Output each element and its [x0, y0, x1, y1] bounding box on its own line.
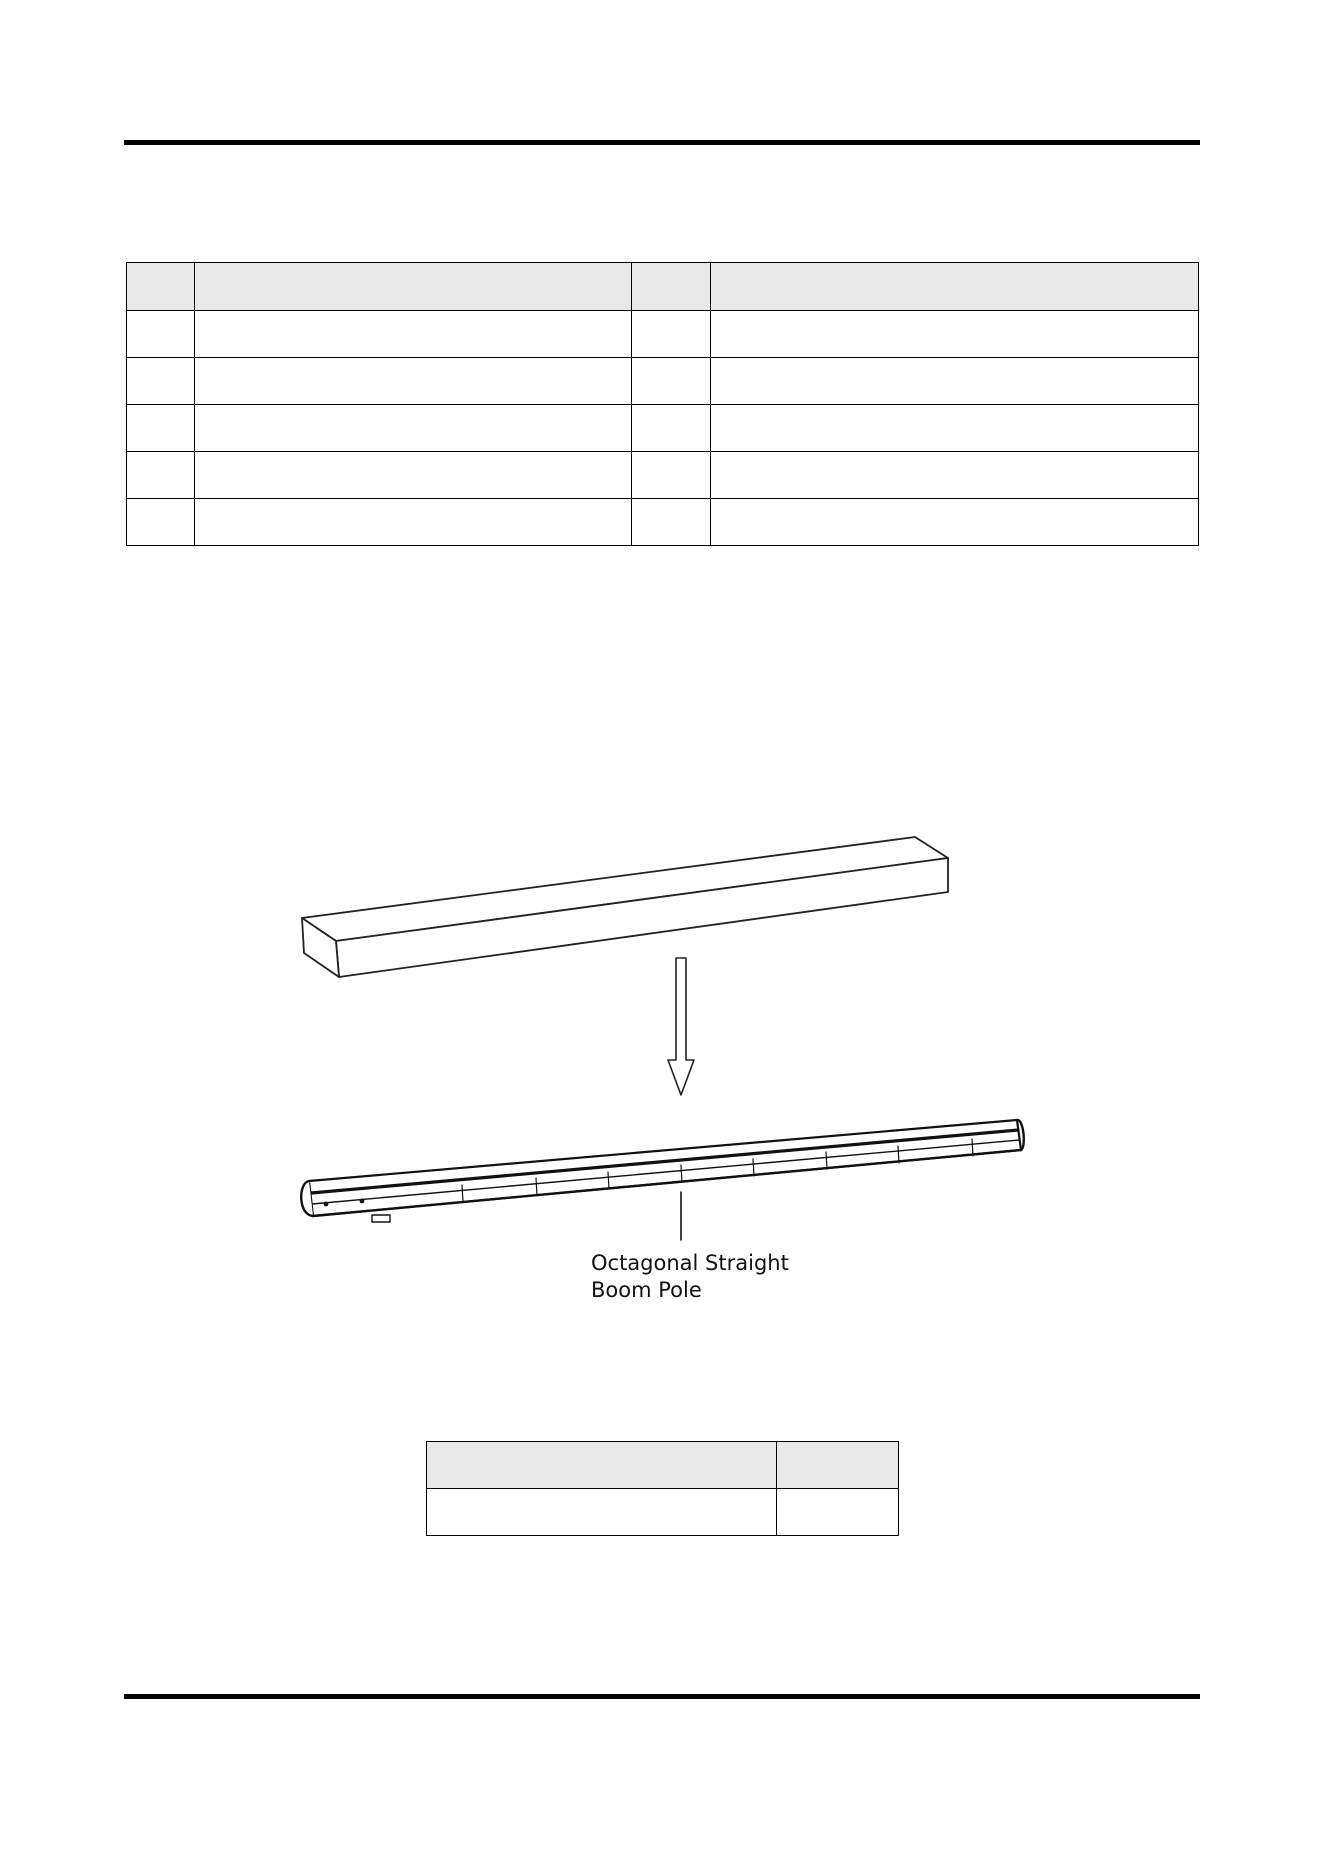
quantity-header-qty: [777, 1442, 899, 1489]
bottom-rule: [124, 1694, 1200, 1699]
callout-line-2: Boom Pole: [591, 1278, 702, 1302]
boom-pole-callout-label: [591, 1250, 789, 1304]
quantity-table: [426, 1441, 899, 1536]
table-cell: [427, 1489, 777, 1536]
boom-pole-illustration: [301, 1120, 1024, 1240]
callout-line-1: Octagonal Straight: [591, 1251, 789, 1275]
quantity-header-part: [427, 1442, 777, 1489]
table-row: [427, 1489, 899, 1536]
table-cell: [777, 1489, 899, 1536]
quantity-table-header-row: [427, 1442, 899, 1489]
down-arrow-icon: [668, 958, 694, 1095]
box-illustration: [302, 837, 948, 977]
